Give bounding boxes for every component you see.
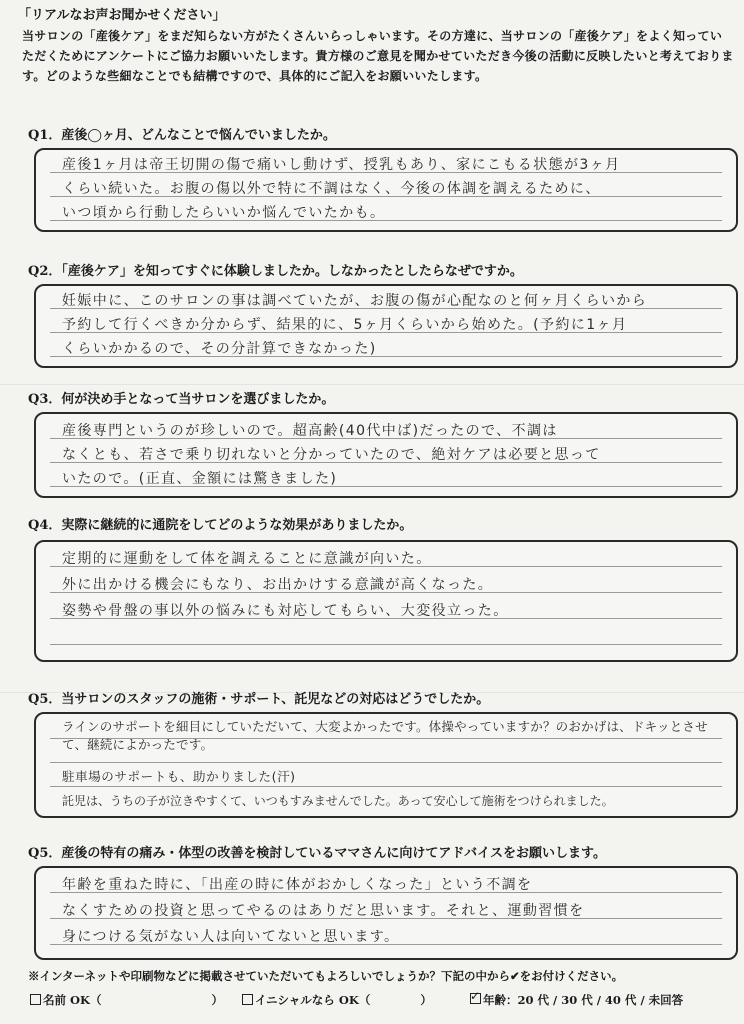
answer-3-line-1: 産後専門というのが珍しいので。超高齢(40代中ば)だったので、不調は — [62, 423, 558, 439]
answer-3-line-2: なくとも、若さで乗り切れないと分かっていたので、絶対ケアは必要と思って — [62, 447, 601, 463]
question-2-label: Q2．「産後ケア」を知ってすぐに体験しましたか。しなかったとしたらなぜですか。 — [28, 264, 523, 279]
survey-title: 「リアルなお声お聞かせください」 — [18, 8, 226, 23]
question-3-label: Q3．何が決め手となって当サロンを選びましたか。 — [28, 392, 335, 407]
answer-1-line-2: くらい続いた。お腹の傷以外で特に不調はなく、今後の体調を調えるために、 — [62, 181, 601, 197]
checkbox-icon[interactable] — [30, 994, 41, 1005]
answer-box-3 — [34, 412, 738, 498]
answer-box-6 — [34, 866, 738, 960]
answer-6-line-3: 身につける気がない人は向いてないと思います。 — [62, 929, 400, 945]
answer-box-4 — [34, 540, 738, 662]
answer-4-line-3: 姿勢や骨盤の事以外の悩みにも対応してもらい、大変役立った。 — [62, 603, 509, 619]
checkbox-icon[interactable] — [470, 989, 481, 1004]
checkbox-icon[interactable] — [242, 994, 253, 1005]
answer-3-line-3: いたので。(正直、金額には驚きました) — [62, 471, 338, 487]
question-5-label: Q5．当サロンのスタッフの施術・サポート、託児などの対応はどうでしたか。 — [28, 692, 490, 707]
answer-box-5 — [34, 712, 738, 818]
answer-5-line-2: 駐車場のサポートも、助かりました(汗) — [62, 769, 296, 784]
option-initial-ok[interactable]: イニシャルなら OK（ ） — [242, 992, 432, 1008]
answer-4-line-1: 定期的に運動をして体を調えることに意識が向いた。 — [62, 551, 432, 567]
answer-6-line-1: 年齢を重ねた時に、「出産の時に体がおかしくなった」という不調を — [62, 877, 533, 893]
answer-4-line-2: 外に出かける機会にもなり、お出かけする意識が高くなった。 — [62, 577, 494, 593]
paper-fold — [0, 384, 744, 385]
answer-6-line-2: なくすための投資と思ってやるのはありだと思います。それと、運動習慣を — [62, 903, 585, 919]
answer-1-line-1: 産後1ヶ月は帝王切開の傷で痛いし動けず、授乳もあり、家にこもる状態が3ヶ月 — [62, 157, 621, 173]
ruled-line — [50, 762, 722, 763]
ruled-line — [50, 644, 722, 645]
question-6-label: Q5．産後の特有の痛み・体型の改善を検討しているママさんに向けてアドバイスをお願いします。 — [28, 846, 606, 861]
answer-2-line-1: 妊娠中に、このサロンの事は調べていたが、お腹の傷が心配なのと何ヶ月くらいから — [62, 293, 648, 309]
question-4-label: Q4．実際に継続的に通院をしてどのような効果がありましたか。 — [28, 518, 413, 533]
answer-box-2 — [34, 284, 738, 368]
publication-consent-note: ※インターネットや印刷物などに掲載させていただいてもよろしいでしょうか？下記の中から✔をお付けください。 — [28, 969, 624, 983]
option-age[interactable]: ✓ 年齢：20 代 / 30 代 / 40 代 / 未回答 — [470, 989, 684, 1007]
question-1-label: Q1．産後◯ヶ月、どんなことで悩んでいましたか。 — [28, 128, 336, 143]
answer-5-line-3: 託児は、うちの子が泣きやすくて、いつもすみませんでした。あって安心して施術をつけられました。 — [62, 794, 614, 808]
checkmark-icon: ✓ — [470, 989, 481, 1003]
answer-5-line-1: ラインのサポートを細目にしていただいて、大変よかったです。体操やっていますか？のおかげは、ドキッとさせて、継続によかったです。 — [62, 719, 708, 752]
survey-intro: 当サロンの「産後ケア」をまだ知らない方がたくさんいらっしゃいます。その方達に、当サロンの「産後ケア」をよく知っていただくためにアンケートにご協力お願いいたします。貴方様のご意見を聞かせていただき今後の活動に反映したいと考えております。どのような些細なことでも結構ですので、具体的にご記入をお願いいたします。 — [22, 29, 734, 83]
option-name-ok[interactable]: 名前 OK（ ） — [30, 992, 223, 1008]
answer-box-1 — [34, 148, 738, 232]
answer-1-line-3: いつ頃から行動したらいいか悩んでいたかも。 — [62, 205, 386, 221]
answer-2-line-2: 予約して行くべきか分からず、結果的に、5ヶ月くらいから始めた。(予約に1ヶ月 — [62, 317, 628, 333]
answer-2-line-3: くらいかかるので、その分計算できなかった) — [62, 341, 377, 357]
